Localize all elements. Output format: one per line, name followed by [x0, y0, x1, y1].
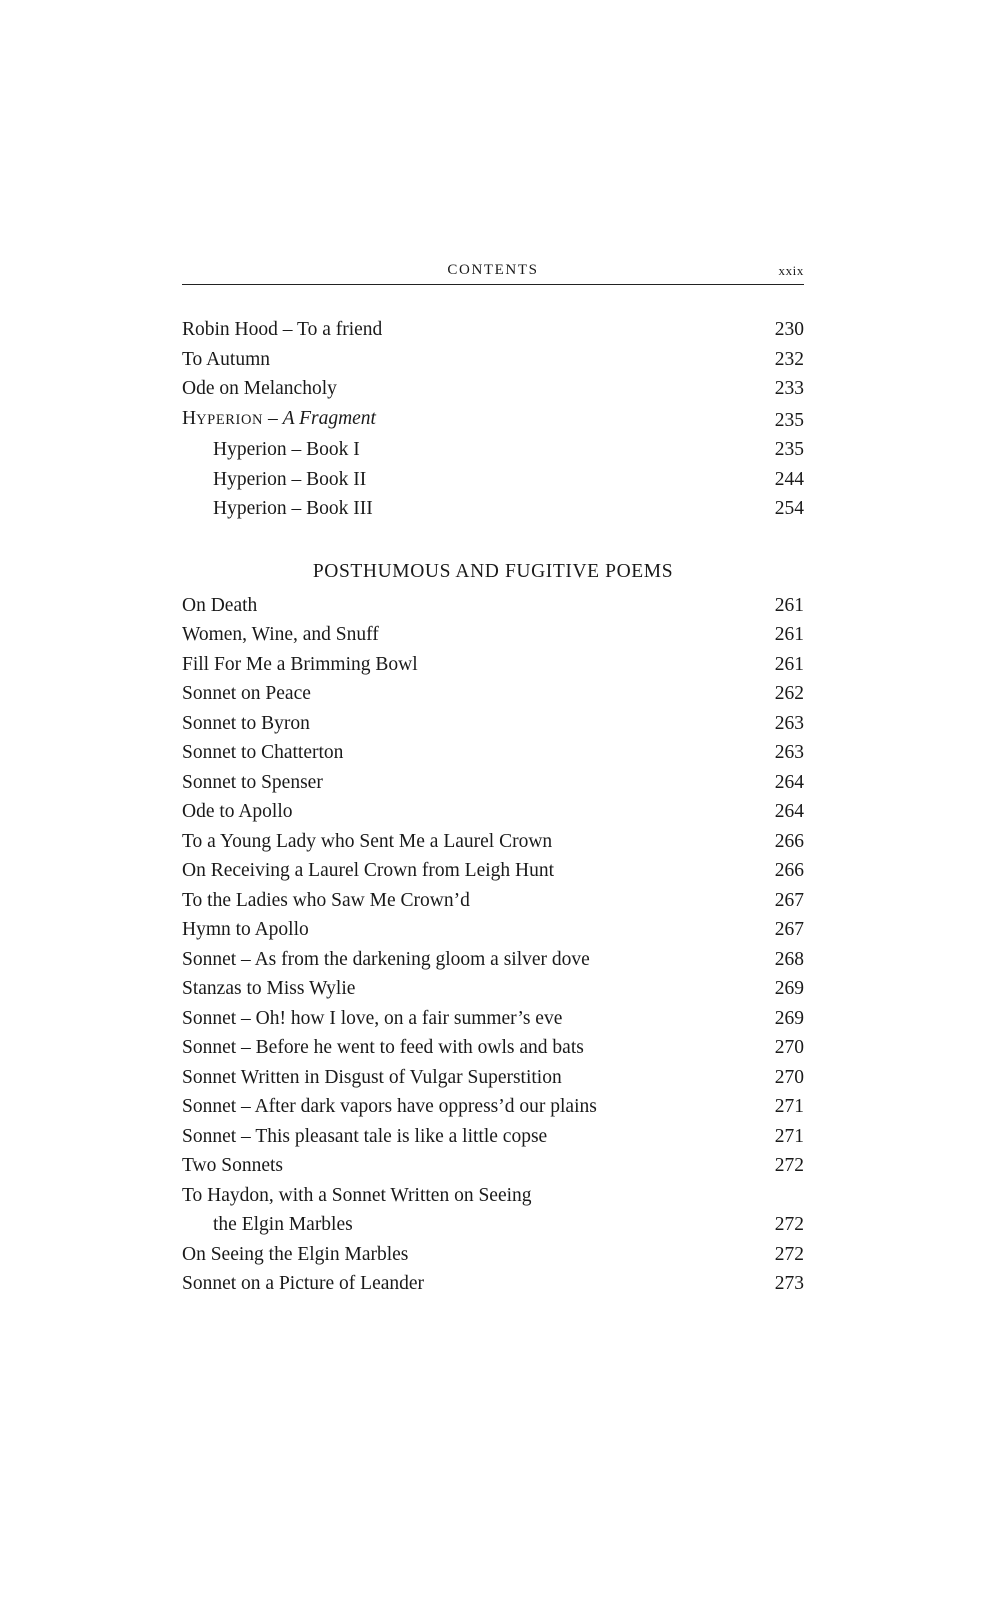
toc-entry[interactable]	[182, 768, 804, 798]
entry-page-number: 233	[774, 378, 804, 399]
entry-title: On Receiving a Laurel Crown from Leigh Hunt	[182, 860, 555, 881]
toc-entry[interactable]	[182, 974, 804, 1004]
entry-page-number: 261	[774, 653, 804, 675]
entry-title: Sonnet Written in Disgust of Vulgar Superstition	[182, 1066, 562, 1088]
entry-title: On Seeing the Elgin Marbles	[182, 1243, 409, 1265]
entry-page-number: 268	[774, 948, 804, 970]
entry-page-number: 264	[774, 771, 804, 793]
entry-title: Hyperion – Book II	[213, 468, 367, 490]
entry-title: Two Sonnets	[182, 1155, 284, 1176]
toc-entry[interactable]	[182, 620, 804, 650]
entry-title: Fill For Me a Brimming Bowl	[182, 653, 418, 675]
toc-entry[interactable]	[182, 738, 804, 768]
entry-title-line2: the Elgin Marbles	[213, 1214, 353, 1235]
entry-page-number: 263	[774, 712, 804, 734]
entry-title: Robin Hood – To a friend	[182, 319, 383, 340]
entry-title: Hymn to Apollo	[182, 919, 309, 940]
toc-entry-hyperion[interactable]	[182, 404, 804, 436]
toc-entry[interactable]	[182, 591, 804, 621]
entry-title: Sonnet to Byron	[182, 712, 310, 734]
toc-entry[interactable]	[182, 915, 804, 945]
entry-page-number: 273	[774, 1273, 804, 1294]
toc-entry[interactable]	[182, 856, 804, 886]
entry-title: To a Young Lady who Sent Me a Laurel Crown	[182, 830, 553, 852]
section-heading: POSTHUMOUS AND FUGITIVE POEMS	[312, 560, 674, 582]
running-title: CONTENTS	[447, 262, 539, 278]
toc-entry[interactable]	[182, 886, 804, 916]
entry-title: Sonnet to Chatterton	[182, 742, 344, 763]
toc-entry[interactable]	[182, 345, 804, 375]
toc-subentry[interactable]	[182, 435, 804, 465]
entry-page-number: 269	[774, 978, 804, 999]
entry-page-number: 254	[774, 498, 804, 519]
entry-page-number: 244	[774, 468, 804, 490]
entry-page-number: 272	[774, 1243, 804, 1265]
entry-page-number: 232	[774, 348, 804, 370]
toc-subentry[interactable]	[182, 465, 804, 495]
entry-page-number: 261	[774, 624, 804, 645]
entry-page-number: 266	[774, 860, 804, 881]
toc-list-main	[182, 315, 804, 524]
entry-page-number: 271	[774, 1096, 804, 1117]
entry-title: Sonnet – After dark vapors have oppress’d our plains	[182, 1096, 597, 1117]
toc-entry[interactable]	[182, 827, 804, 857]
entry-title: Sonnet – This pleasant tale is like a little copse	[182, 1125, 548, 1147]
entry-page-number: 235	[774, 409, 804, 431]
entry-title: To Autumn	[182, 348, 271, 370]
toc-entry[interactable]	[182, 1240, 804, 1270]
entry-page-number: 235	[774, 439, 804, 460]
entry-title: To the Ladies who Saw Me Crown’d	[182, 889, 470, 911]
toc-entry[interactable]	[182, 1122, 804, 1152]
entry-page-number: 266	[774, 830, 804, 852]
toc-entry[interactable]	[182, 1004, 804, 1034]
title-dash: –	[263, 407, 283, 429]
entry-title-line1: To Haydon, with a Sonnet Written on Seeing	[182, 1184, 532, 1206]
title-initial: H	[182, 407, 197, 429]
entry-page-number: 264	[774, 801, 804, 822]
toc-entry[interactable]	[182, 1151, 804, 1181]
toc-entry[interactable]	[182, 374, 804, 404]
entry-title: Ode on Melancholy	[182, 378, 337, 399]
entry-title: Ode to Apollo	[182, 801, 293, 822]
entry-title	[182, 408, 376, 429]
entry-title: Stanzas to Miss Wylie	[182, 978, 356, 999]
toc-entry[interactable]	[182, 1092, 804, 1122]
toc-entry[interactable]	[182, 679, 804, 709]
entry-page-number: 261	[774, 594, 804, 616]
toc-entry[interactable]	[182, 709, 804, 739]
entry-title: Sonnet on Peace	[182, 683, 311, 704]
toc-entry-two-line[interactable]	[182, 1181, 804, 1240]
page-folio: xxix	[778, 263, 804, 278]
contents-page	[182, 262, 804, 1299]
title-subtitle: A Fragment	[282, 407, 376, 429]
entry-page-number: 267	[774, 919, 804, 940]
toc-entry[interactable]	[182, 1033, 804, 1063]
entry-title: Hyperion – Book I	[213, 439, 360, 460]
toc-entry[interactable]	[182, 797, 804, 827]
toc-entry[interactable]	[182, 1269, 804, 1299]
entry-page-number: 272	[774, 1214, 804, 1235]
entry-page-number: 269	[774, 1007, 804, 1029]
entry-title: Sonnet to Spenser	[182, 771, 323, 793]
entry-title: Hyperion – Book III	[213, 498, 373, 519]
running-head	[182, 262, 804, 285]
entry-title: Women, Wine, and Snuff	[182, 624, 379, 645]
entry-page-number: 230	[774, 319, 804, 340]
toc-entry[interactable]	[182, 1063, 804, 1093]
entry-title: On Death	[182, 594, 258, 616]
entry-page-number: 267	[774, 889, 804, 911]
entry-page-number: 272	[774, 1155, 804, 1176]
entry-title: Sonnet – Oh! how I love, on a fair summer’s eve	[182, 1007, 563, 1029]
entry-page-number: 270	[774, 1037, 804, 1058]
entry-page-number: 270	[774, 1066, 804, 1088]
toc-subentry[interactable]	[182, 494, 804, 524]
entry-page-number: 262	[774, 683, 804, 704]
title-smallcaps: YPERION	[196, 411, 264, 428]
entry-page-number: 263	[774, 742, 804, 763]
entry-page-number: 271	[774, 1125, 804, 1147]
entry-title: Sonnet on a Picture of Leander	[182, 1273, 425, 1294]
toc-entry[interactable]	[182, 650, 804, 680]
entry-title: Sonnet – As from the darkening gloom a silver dove	[182, 948, 590, 970]
entry-title: Sonnet – Before he went to feed with owls and bats	[182, 1037, 584, 1058]
toc-entry[interactable]	[182, 315, 804, 345]
toc-list-posthumous	[182, 591, 804, 1299]
toc-entry[interactable]	[182, 945, 804, 975]
